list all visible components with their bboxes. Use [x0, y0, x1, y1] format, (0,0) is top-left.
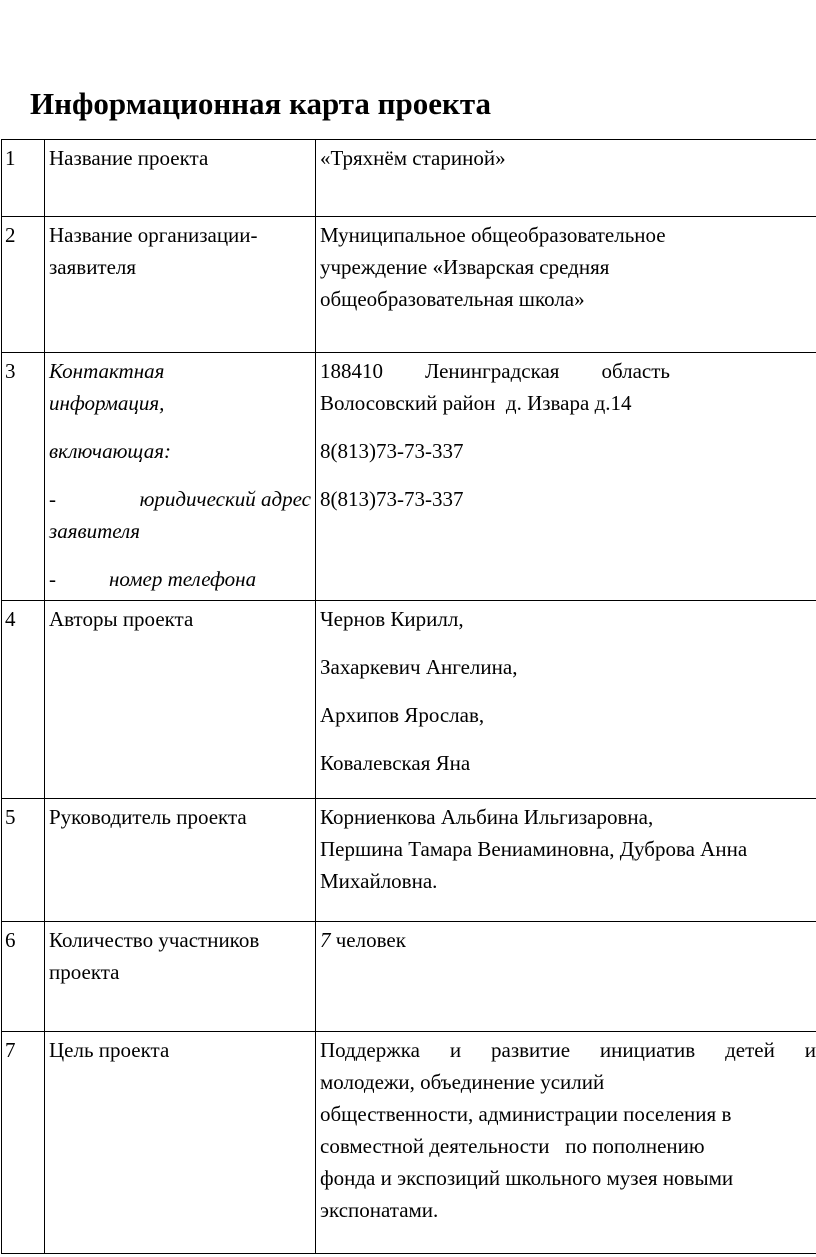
phone-label: номер телефона: [109, 567, 257, 591]
row-label: [45, 217, 316, 353]
row-number: 4: [2, 601, 45, 799]
value-line: Волосовский район д. Извара д.14: [320, 391, 632, 415]
label-line: заявителя: [49, 519, 140, 543]
row-number: 1: [2, 140, 45, 217]
value-line: экспонатами.: [320, 1198, 439, 1222]
label-line: [49, 483, 311, 515]
label-line: [49, 563, 311, 595]
table-row: [2, 601, 816, 799]
label-line: Название организации-: [49, 223, 258, 247]
value-line: Муниципальное общеобразовательное: [320, 223, 666, 247]
project-info-table: [1, 139, 816, 1254]
row-value: [316, 922, 816, 1032]
table-row: [2, 922, 816, 1032]
postal-code: 188410: [320, 359, 383, 383]
row-value: [316, 1032, 816, 1254]
value-line: Архипов Ярослав,: [320, 703, 485, 727]
value-line: фонда и экспозиций школьного музея новыми: [320, 1166, 734, 1190]
label-line: Количество участников: [49, 928, 260, 952]
value-line: «Тряхнём стариной»: [320, 146, 506, 170]
value-line: Поддержка и развитие инициатив детей и: [320, 1038, 816, 1062]
value-line: 8(813)73-73-337: [320, 487, 464, 511]
row-value: [316, 799, 816, 922]
dash-marker: -: [49, 567, 56, 591]
row-label: [45, 799, 316, 922]
row-label: [45, 1032, 316, 1254]
table-row: [2, 1032, 816, 1254]
region-word: область: [601, 359, 670, 383]
value-line: Захаркевич Ангелина,: [320, 655, 518, 679]
label-line: заявителя: [49, 255, 137, 279]
row-number: 5: [2, 799, 45, 922]
value-line: общественности, администрации поселения в: [320, 1102, 732, 1126]
row-label: [45, 140, 316, 217]
value-line: совместной деятельности по пополнению: [320, 1134, 705, 1158]
row-number: 2: [2, 217, 45, 353]
table-row: [2, 353, 816, 601]
participant-unit: человек: [335, 928, 406, 952]
address-label: юридический адрес: [139, 487, 311, 511]
table-row: [2, 140, 816, 217]
region: Ленинградская: [425, 359, 560, 383]
label-line: проекта: [49, 960, 120, 984]
table-row: [2, 217, 816, 353]
label-line: Руководитель проекта: [49, 805, 247, 829]
value-line: молодежи, объединение усилий: [320, 1070, 605, 1094]
row-label: [45, 601, 316, 799]
row-number: 7: [2, 1032, 45, 1254]
value-line: Михайловна.: [320, 869, 438, 893]
page-title: Информационная карта проекта: [30, 86, 491, 121]
label-line: Название проекта: [49, 146, 209, 170]
value-line: Корниенкова Альбина Ильгизаровна,: [320, 805, 654, 829]
value-line: общеобразовательная школа»: [320, 287, 585, 311]
value-line: Ковалевская Яна: [320, 751, 471, 775]
value-line: Чернов Кирилл,: [320, 607, 464, 631]
row-label: [45, 922, 316, 1032]
row-value: [316, 601, 816, 799]
row-value: [316, 217, 816, 353]
label-line: Авторы проекта: [49, 607, 194, 631]
row-number: 6: [2, 922, 45, 1032]
participant-count: 7: [320, 928, 331, 952]
label-line: Контактная: [49, 359, 165, 383]
row-value: [316, 353, 816, 601]
row-label: [45, 353, 316, 601]
table-row: [2, 799, 816, 922]
value-line: 8(813)73-73-337: [320, 439, 464, 463]
value-line: учреждение «Изварская средняя: [320, 255, 610, 279]
label-line: информация,: [49, 391, 165, 415]
value-line: [320, 355, 670, 387]
label-line: Цель проекта: [49, 1038, 170, 1062]
dash-marker: -: [49, 487, 56, 511]
row-value: [316, 140, 816, 217]
label-line: включающая:: [49, 439, 172, 463]
value-line: Першина Тамара Вениаминовна, Дуброва Анна: [320, 837, 748, 861]
row-number: 3: [2, 353, 45, 601]
